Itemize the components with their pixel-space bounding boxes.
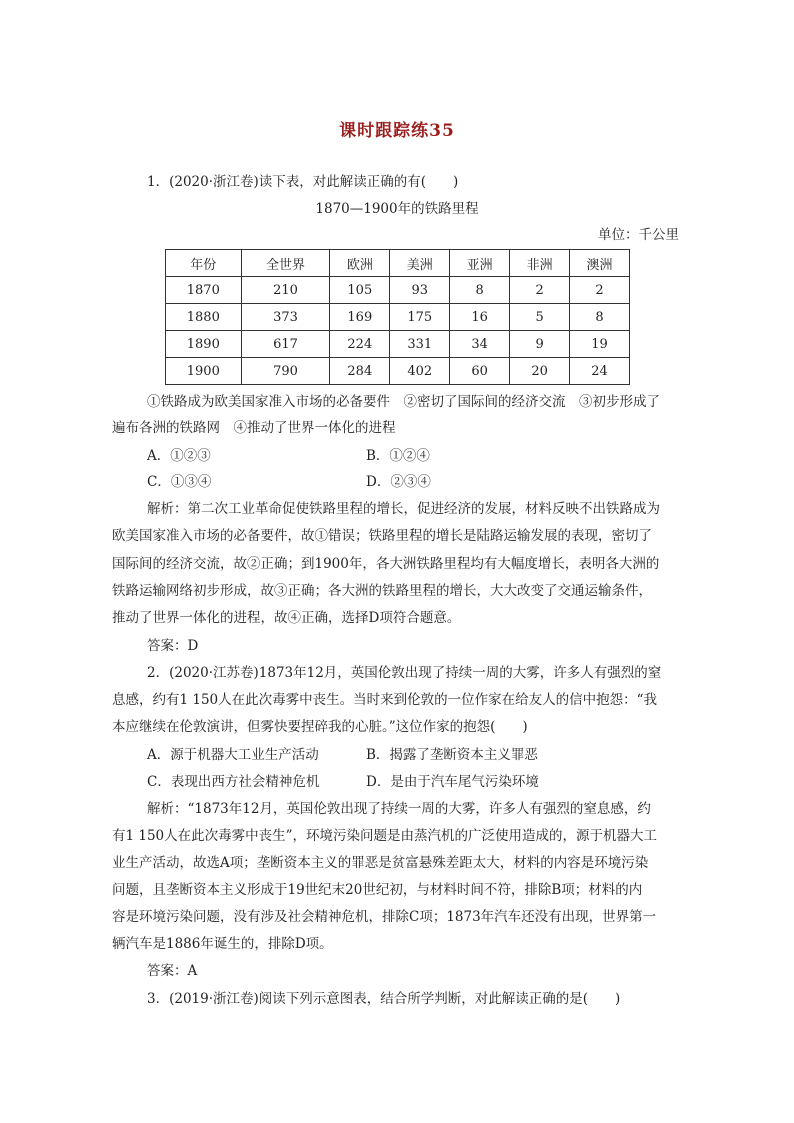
table-cell: 16: [450, 304, 510, 331]
table-cell: 617: [241, 331, 330, 358]
table-cell: 284: [330, 358, 390, 385]
q1-statements-line1: ①铁路成为欧美国家准入市场的必备要件 ②密切了国际间的经济交流 ③初步形成了: [147, 394, 660, 410]
table-cell: 1890: [166, 331, 242, 358]
q2-option-b: B．揭露了垄断资本主义罪恶: [366, 747, 538, 763]
q2-option-c: C．表现出西方社会精神危机: [147, 774, 320, 790]
q2-option-a: A．源于机器大工业生产活动: [147, 747, 319, 763]
q2-stem-line: 本应继续在伦敦演讲，但雾快要捏碎我的心脏。”这位作家的抱怨( ): [112, 719, 528, 735]
q1-table-title: 1870—1900年的铁路里程: [315, 201, 479, 217]
table-cell: 105: [330, 277, 390, 304]
table-cell: 224: [330, 331, 390, 358]
table-row: [166, 358, 630, 385]
table-cell: 5: [510, 304, 570, 331]
q1-table-unit: 单位：千公里: [598, 227, 679, 243]
q1-option-a: A．①②③: [147, 448, 211, 464]
q1-option-d: D．②③④: [366, 474, 431, 490]
q3-stem: 3．(2019·浙江卷)阅读下列示意图表，结合所学判断，对此解读正确的是( ): [147, 991, 621, 1007]
q1-analysis-line: 欧美国家准入市场的必备要件，故①错误；铁路里程的增长是陆路运输发展的表现，密切了: [112, 528, 652, 544]
table-cell: 19: [570, 331, 630, 358]
railway-mileage-table: [165, 249, 630, 385]
q1-answer: 答案：D: [147, 638, 199, 654]
table-header-cell: 美洲: [390, 250, 450, 277]
table-cell: 93: [390, 277, 450, 304]
table-header-cell: 非洲: [510, 250, 570, 277]
q1-analysis-line: 国际间的经济交流，故②正确；到1900年，各大洲铁路里程均有大幅度增长，表明各大洲的: [112, 556, 660, 572]
table-cell: 2: [510, 277, 570, 304]
q2-analysis-line: 问题，且垄断资本主义形成于19世纪末20世纪初，与材料时间不符，排除B项；材料的内: [112, 882, 643, 898]
table-header-cell: 全世界: [241, 250, 330, 277]
table-cell: 2: [570, 277, 630, 304]
table-cell: 24: [570, 358, 630, 385]
table-cell: 1900: [166, 358, 242, 385]
table-cell: 20: [510, 358, 570, 385]
table-cell: 1880: [166, 304, 242, 331]
table-cell: 373: [241, 304, 330, 331]
table-cell: 1870: [166, 277, 242, 304]
table-row: [166, 331, 630, 358]
q2-analysis-line: 解析：“1873年12月，英国伦敦出现了持续一周的大雾，许多人有强烈的窒息感，约: [147, 801, 651, 817]
table-header-cell: 年份: [166, 250, 242, 277]
table-cell: 8: [570, 304, 630, 331]
page-title: 课时跟踪练35: [339, 121, 455, 141]
q1-stem: 1．(2020·浙江卷)读下表，对此解读正确的有( ): [147, 174, 459, 190]
q2-stem-line: 息感，约有1 150人在此次毒雾中丧生。当时来到伦敦的一位作家在给友人的信中抱怨：“我: [112, 692, 658, 708]
table-row: [166, 304, 630, 331]
table-cell: 790: [241, 358, 330, 385]
q2-option-d: D．是由于汽车尾气污染环境: [366, 774, 539, 790]
table-cell: 175: [390, 304, 450, 331]
q1-statements-line2: 遍布各洲的铁路网 ④推动了世界一体化的进程: [112, 420, 396, 436]
table-cell: 210: [241, 277, 330, 304]
table-cell: 34: [450, 331, 510, 358]
q1-option-b: B．①②④: [366, 448, 430, 464]
table-header-cell: 澳洲: [570, 250, 630, 277]
q2-analysis-line: 辆汽车是1886年诞生的，排除D项。: [112, 936, 333, 952]
q1-analysis-line: 推动了世界一体化的进程，故④正确，选择D项符合题意。: [112, 610, 461, 626]
q2-analysis-line: 业生产活动，故选A项；垄断资本主义的罪恶是贫富悬殊差距太大，材料的内容是环境污染: [112, 855, 649, 871]
q2-answer: 答案：A: [147, 963, 198, 979]
table-cell: 9: [510, 331, 570, 358]
q2-stem-line: 2．(2020·江苏卷)1873年12月，英国伦敦出现了持续一周的大雾，许多人有强烈的窒: [147, 665, 662, 681]
q1-analysis-line: 解析：第二次工业革命促使铁路里程的增长，促进经济的发展，材料反映不出铁路成为: [147, 501, 660, 517]
table-cell: 169: [330, 304, 390, 331]
table-cell: 8: [450, 277, 510, 304]
table-row: [166, 277, 630, 304]
q1-option-c: C．①③④: [147, 474, 212, 490]
table-cell: 60: [450, 358, 510, 385]
q2-analysis-line: 有1 150人在此次毒雾中丧生”，环境污染问题是由蒸汽机的广泛使用造成的，源于机器大工: [112, 828, 658, 844]
q1-analysis-line: 铁路运输网络初步形成，故③正确；各大洲的铁路里程的增长，大大改变了交通运输条件，: [112, 583, 652, 599]
table-header-cell: 亚洲: [450, 250, 510, 277]
q2-analysis-line: 容是环境污染问题，没有涉及社会精神危机，排除C项；1873年汽车还没有出现，世界第一: [112, 909, 657, 925]
table-header-row: [166, 250, 630, 277]
table-cell: 402: [390, 358, 450, 385]
table-header-cell: 欧洲: [330, 250, 390, 277]
table-cell: 331: [390, 331, 450, 358]
